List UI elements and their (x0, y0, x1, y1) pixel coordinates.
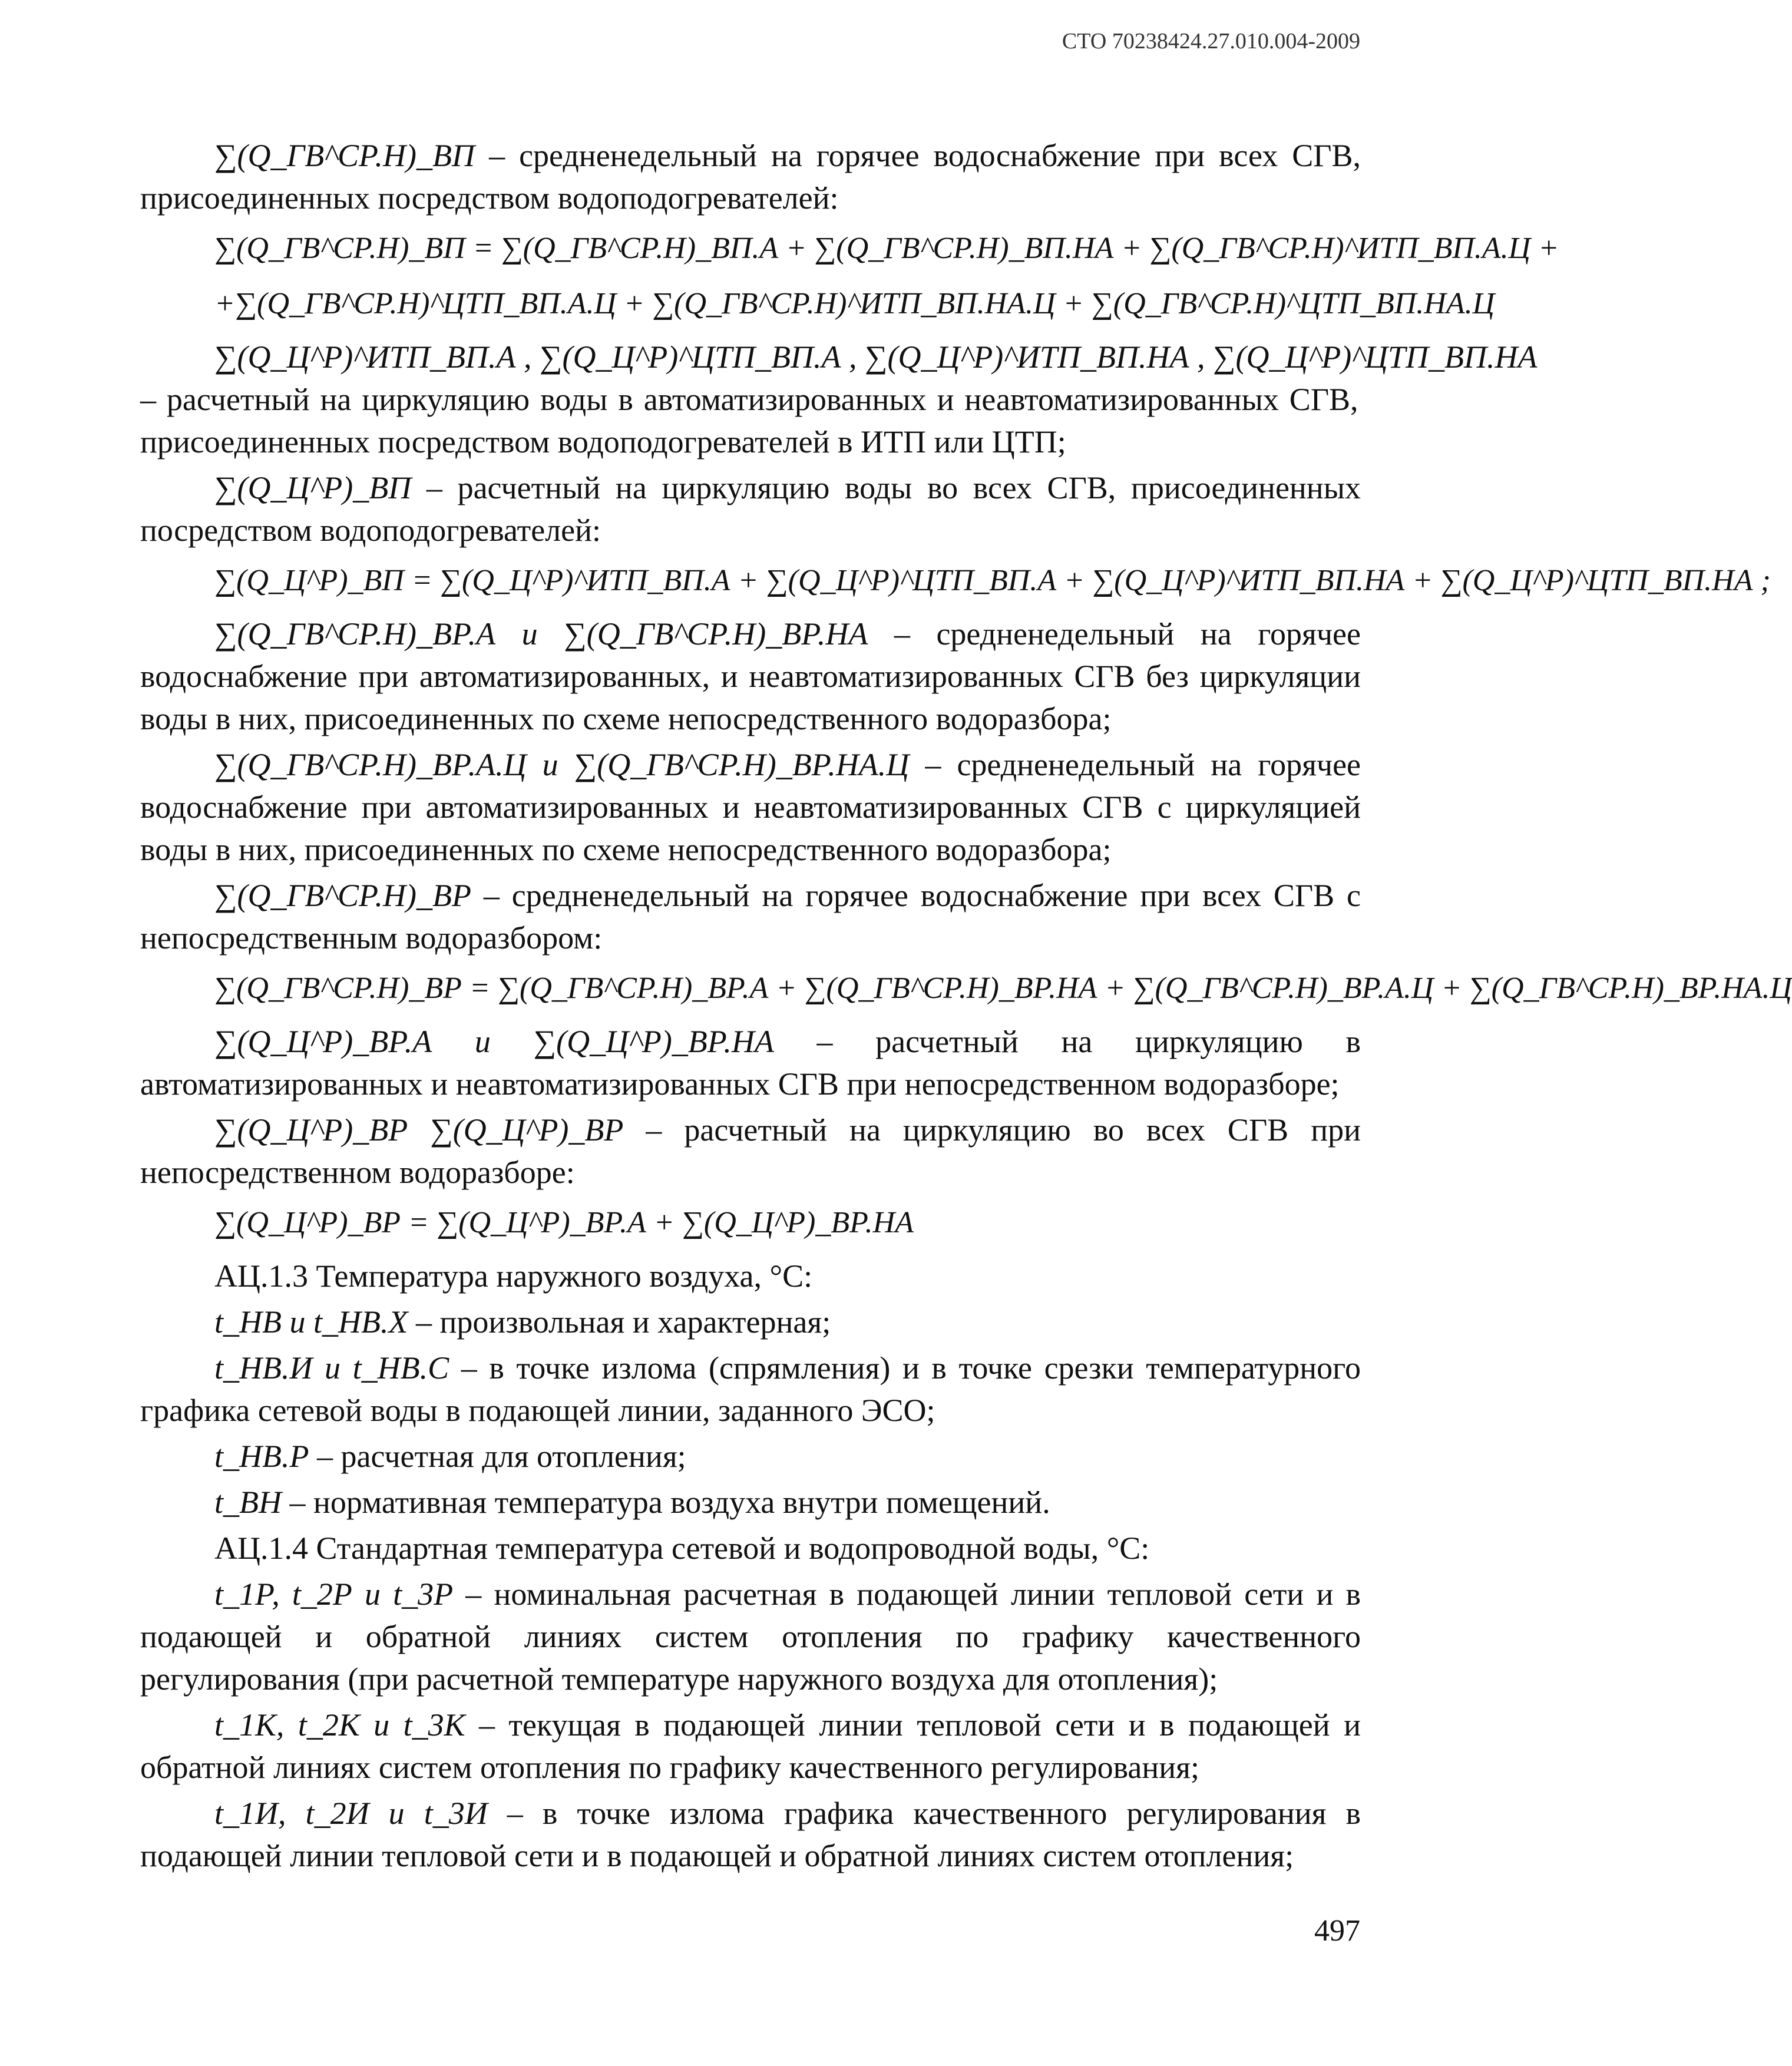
paragraph-text: – средненедельный на горячее водоснабжение при всех СГВ с непосредственным водоразбором: (140, 878, 1361, 956)
paragraph-p9 (140, 1301, 1361, 1343)
paragraph-text: – средненедельный на горячее водоснабжение при всех СГВ, присоединенных посредством водоподогревателей: (140, 138, 1361, 216)
paragraph-p7 (140, 1020, 1361, 1105)
paragraph-p2 (140, 336, 1538, 463)
symbol-lead: t_1И, t_2И и t_3И (214, 1796, 488, 1831)
paragraph-p1 (140, 134, 1361, 219)
paragraph-p13 (140, 1573, 1361, 1700)
paragraph-p11 (140, 1435, 1361, 1477)
formula-lead: ∑(Q_Ц^Р)_ВР.А и ∑(Q_Ц^Р)_ВР.НА (214, 1024, 774, 1059)
section-heading-ac-1-4: АЦ.1.4 Стандартная температура сетевой и водопроводной воды, °С: (214, 1531, 1150, 1566)
symbol-lead: t_ВН (214, 1485, 282, 1520)
symbol-lead: t_1К, t_2К и t_3К (214, 1707, 465, 1743)
formula-lead: ∑(Q_ГВ^СР.Н)_ВР.А.Ц и ∑(Q_ГВ^СР.Н)_ВР.НА.Ц (214, 747, 910, 782)
page-number: 497 (1314, 1914, 1360, 1948)
symbol-lead: t_НВ.Р (214, 1439, 309, 1474)
paragraph-p15 (140, 1792, 1361, 1877)
paragraph-text: – в точке излома (спрямления) и в точке срезки температурного графика сетевой воды в подающей линии, заданного ЭСО; (140, 1350, 1361, 1428)
formula-lead: ∑(Q_ГВ^СР.Н)_ВР (214, 878, 472, 913)
paragraph-p3 (140, 467, 1361, 551)
formula-lead: ∑(Q_Ц^Р)_ВП (214, 470, 412, 505)
paragraph-p10 (140, 1347, 1361, 1432)
paragraph-p4 (140, 613, 1361, 740)
paragraph-text: – средненедельный на горячее водоснабжение при автоматизированных и неавтоматизированных СГВ с циркуляцией воды в них, присоединенных по схеме непосредственного водоразбора; (140, 747, 1361, 867)
paragraph-text: – расчетный на циркуляцию во всех СГВ при непосредственном водоразборе: (140, 1112, 1361, 1190)
paragraph-text: – произвольная и характерная; (408, 1304, 831, 1340)
formula-lead: ∑(Q_Ц^Р)_ВР ∑(Q_Ц^Р)_ВР (214, 1112, 624, 1148)
paragraph-text: – расчетная для отопления; (309, 1439, 686, 1474)
formula-f3: ∑(Q_Ц^Р)_ВП = ∑(Q_Ц^Р)^ИТП_ВП.А + ∑(Q_Ц^Р)^ЦТП_ВП.А + ∑(Q_Ц^Р)^ИТП_ВП.НА + ∑(Q_Ц^Р)^ЦТП_ВП.НА ; (214, 564, 1771, 597)
paragraph-text: – нормативная температура воздуха внутри помещений. (282, 1485, 1050, 1520)
formula-f2: +∑(Q_ГВ^СР.Н)^ЦТП_ВП.А.Ц + ∑(Q_ГВ^СР.Н)^ИТП_ВП.НА.Ц + ∑(Q_ГВ^СР.Н)^ЦТП_ВП.НА.Ц (214, 287, 1495, 320)
formula-lead: ∑(Q_ГВ^СР.Н)_ВП (214, 138, 475, 173)
paragraph-text: – текущая в подающей линии тепловой сети и в подающей и обратной линиях систем отопления по графику качественного регулирования; (140, 1707, 1361, 1785)
paragraph-p8 (140, 1109, 1361, 1194)
formula-lead: ∑(Q_Ц^Р)^ИТП_ВП.А , ∑(Q_Ц^Р)^ЦТП_ВП.А , ∑(Q_Ц^Р)^ИТП_ВП.НА , ∑(Q_Ц^Р)^ЦТП_ВП.НА (214, 339, 1538, 375)
formula-f4: ∑(Q_ГВ^СР.Н)_ВР = ∑(Q_ГВ^СР.Н)_ВР.А + ∑(Q_ГВ^СР.Н)_ВР.НА + ∑(Q_ГВ^СР.Н)_ВР.А.Ц + ∑(Q_ГВ^СР.Н)_ВР.НА.Ц (214, 971, 1792, 1005)
paragraph-text: – расчетный на циркуляцию воды в автоматизированных и неавтоматизированных СГВ, присоединенных посредством водоподогревателей в ИТП или ЦТП; (140, 382, 1358, 460)
symbol-lead: t_1Р, t_2Р и t_3Р (214, 1576, 454, 1612)
paragraph-p12 (140, 1481, 1361, 1523)
formula-f1: ∑(Q_ГВ^СР.Н)_ВП = ∑(Q_ГВ^СР.Н)_ВП.А + ∑(Q_ГВ^СР.Н)_ВП.НА + ∑(Q_ГВ^СР.Н)^ИТП_ВП.А.Ц + (214, 232, 1559, 265)
document-code: СТО 70238424.27.010.004-2009 (1062, 29, 1360, 54)
paragraph-text: – в точке излома графика качественного регулирования в подающей линии тепловой сети и в подающей и обратной линиях систем отопления; (140, 1796, 1361, 1873)
formula-lead: ∑(Q_ГВ^СР.Н)_ВР.А и ∑(Q_ГВ^СР.Н)_ВР.НА (214, 616, 868, 652)
paragraph-p14 (140, 1704, 1361, 1789)
paragraph-p6 (140, 874, 1361, 959)
symbol-lead: t_НВ и t_НВ.Х (214, 1304, 408, 1340)
paragraph-text: – расчетный на циркуляцию воды во всех СГВ, присоединенных посредством водоподогревателей: (140, 470, 1361, 548)
page-body (140, 134, 1792, 1880)
symbol-lead: t_НВ.И и t_НВ.С (214, 1350, 449, 1386)
paragraph-text: – номинальная расчетная в подающей линии тепловой сети и в подающей и обратной линиях систем отопления по графику качественного регулирования (при расчетной температуре наружного воздуха для отопления); (140, 1576, 1361, 1697)
paragraph-text: – расчетный на циркуляцию в автоматизированных и неавтоматизированных СГВ при непосредственном водоразборе; (140, 1024, 1361, 1102)
section-heading-ac-1-3: АЦ.1.3 Температура наружного воздуха, °С: (214, 1258, 813, 1294)
paragraph-p5 (140, 743, 1361, 871)
paragraph-text: – средненедельный на горячее водоснабжение при автоматизированных, и неавтоматизированных СГВ без циркуляции воды в них, присоединенных по схеме непосредственного водоразбора; (140, 616, 1361, 736)
formula-f5: ∑(Q_Ц^Р)_ВР = ∑(Q_Ц^Р)_ВР.А + ∑(Q_Ц^Р)_ВР.НА (214, 1206, 914, 1239)
